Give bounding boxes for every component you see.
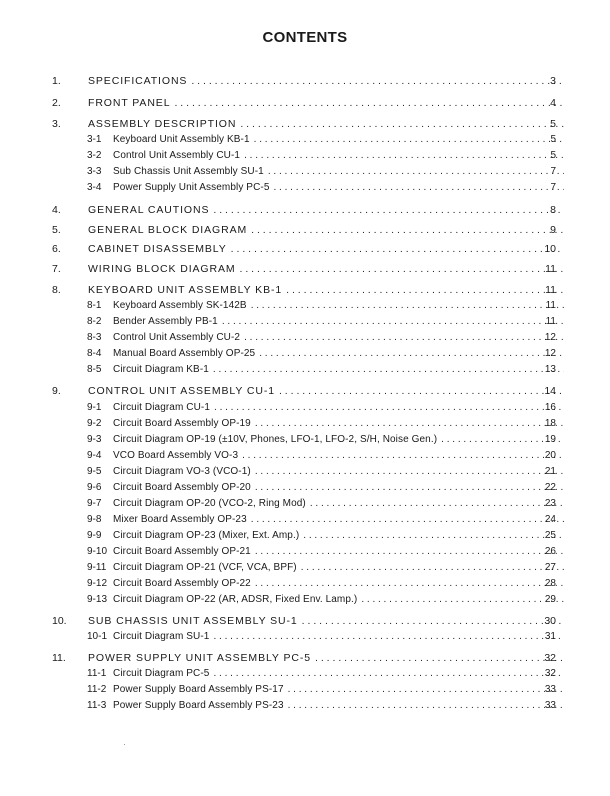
toc-title: VCO Board Assembly VO-3	[113, 450, 239, 461]
toc-leader-dots	[286, 283, 564, 297]
toc-subsection	[0, 593, 610, 607]
toc-title: Circuit Diagram OP-20 (VCO-2, Ring Mod)	[113, 498, 306, 509]
toc-subsection	[0, 683, 610, 697]
toc-title-wrap	[113, 133, 568, 147]
toc-section	[0, 74, 610, 88]
toc-number: 9-12	[87, 578, 108, 589]
toc-page-number: 8	[550, 204, 556, 216]
toc-number: 9-13	[87, 594, 108, 605]
toc-title-wrap	[88, 242, 568, 256]
toc-subsection	[0, 497, 610, 511]
toc-title-wrap	[113, 149, 568, 163]
toc-number: 9-10	[87, 546, 108, 557]
toc-title: SPECIFICATIONS	[88, 75, 188, 87]
toc-page-number: 7	[550, 182, 556, 193]
toc-leader-dots	[213, 667, 564, 681]
toc-leader-dots	[213, 630, 564, 644]
toc-title-wrap	[88, 96, 568, 110]
toc-title-wrap	[88, 223, 568, 237]
toc-number: 3-2	[87, 150, 102, 161]
toc-page-number: 31	[544, 631, 556, 642]
toc-title: Sub Chassis Unit Assembly SU-1	[113, 166, 264, 177]
toc-subsection	[0, 561, 610, 575]
toc-title-wrap	[113, 465, 568, 479]
toc-page-number: 10	[544, 243, 556, 255]
toc-subsection	[0, 149, 610, 163]
toc-number: 3-4	[87, 182, 102, 193]
toc-title-wrap	[88, 203, 568, 217]
toc-subsection	[0, 347, 610, 361]
toc-page-number: 12	[544, 348, 556, 359]
toc-subsection	[0, 667, 610, 681]
toc-title-wrap	[113, 545, 568, 559]
toc-page-number: 5	[550, 150, 556, 161]
toc-page-number: 11	[545, 263, 556, 275]
toc-leader-dots	[240, 117, 564, 131]
toc-page-number: 33	[544, 700, 556, 711]
toc-title: Circuit Diagram OP-19 (±10V, Phones, LFO-1, LFO-2, S/H, Noise Gen.)	[113, 434, 438, 445]
toc-leader-dots	[310, 497, 564, 511]
toc-title: Circuit Board Assembly OP-20	[113, 482, 251, 493]
toc-page-number: 12	[544, 332, 556, 343]
toc-title-wrap	[113, 315, 568, 329]
toc-title: Circuit Diagram OP-21 (VCF, VCA, BPF)	[113, 562, 297, 573]
toc-number: 9-5	[87, 466, 102, 477]
toc-title: POWER SUPPLY UNIT ASSEMBLY PC-5	[88, 652, 311, 664]
toc-title-wrap	[113, 561, 568, 575]
toc-leader-dots	[361, 593, 564, 607]
toc-page-number: 11	[545, 316, 556, 327]
toc-leader-dots	[244, 331, 564, 345]
toc-title: ASSEMBLY DESCRIPTION	[88, 118, 237, 130]
toc-title-wrap	[113, 683, 568, 697]
toc-leader-dots	[213, 203, 564, 217]
toc-leader-dots	[302, 614, 564, 628]
toc-number: 9-8	[87, 514, 102, 525]
toc-title-wrap	[113, 481, 568, 495]
toc-page-number: 30	[544, 615, 556, 627]
toc-subsection	[0, 417, 610, 431]
toc-number: 11-1	[87, 668, 107, 679]
toc-title: Circuit Board Assembly OP-22	[113, 578, 251, 589]
toc-leader-dots	[259, 347, 564, 361]
toc-title-wrap	[113, 593, 568, 607]
toc-title-wrap	[113, 299, 568, 313]
toc-title: Manual Board Assembly OP-25	[113, 348, 256, 359]
toc-number: 5.	[52, 224, 61, 236]
toc-section	[0, 117, 610, 131]
toc-title-wrap	[113, 331, 568, 345]
toc-subsection	[0, 630, 610, 644]
toc-subsection	[0, 449, 610, 463]
toc-page-number: 20	[544, 450, 556, 461]
toc-subsection	[0, 315, 610, 329]
toc-leader-dots	[222, 315, 564, 329]
toc-page-number: 23	[544, 498, 556, 509]
toc-number: 2.	[52, 97, 61, 109]
toc-leader-dots	[301, 561, 564, 575]
toc-subsection	[0, 363, 610, 377]
toc-title: Circuit Diagram CU-1	[113, 402, 211, 413]
toc-subsection	[0, 465, 610, 479]
toc-title: Circuit Diagram PC-5	[113, 668, 210, 679]
toc-number: 9-2	[87, 418, 102, 429]
toc-page-number: 4	[550, 97, 556, 109]
toc-number: 9-11	[87, 562, 107, 573]
toc-title-wrap	[113, 667, 568, 681]
toc-subsection	[0, 181, 610, 195]
toc-number: 3.	[52, 118, 61, 130]
toc-title-wrap	[113, 363, 568, 377]
toc-number: 9-1	[87, 402, 102, 413]
toc-title: Power Supply Board Assembly PS-23	[113, 700, 284, 711]
toc-page-number: 33	[544, 684, 556, 695]
toc-leader-dots	[255, 577, 564, 591]
toc-leader-dots	[288, 683, 564, 697]
toc-title: WIRING BLOCK DIAGRAM	[88, 263, 236, 275]
toc-number: 10.	[52, 615, 67, 627]
toc-title-wrap	[113, 497, 568, 511]
toc-number: 3-3	[87, 166, 102, 177]
toc-title: Circuit Board Assembly OP-21	[113, 546, 251, 557]
toc-number: 8.	[52, 284, 61, 296]
toc-number: 11-2	[87, 684, 107, 695]
toc-leader-dots	[251, 513, 564, 527]
toc-title-wrap	[88, 74, 568, 88]
toc-page-number: 25	[544, 530, 556, 541]
toc-number: 9-3	[87, 434, 102, 445]
toc-subsection	[0, 331, 610, 345]
toc-subsection	[0, 577, 610, 591]
toc-section	[0, 242, 610, 256]
toc-title: Circuit Diagram SU-1	[113, 631, 210, 642]
toc-number: 6.	[52, 243, 61, 255]
toc-leader-dots	[251, 299, 564, 313]
toc-page-number: 16	[544, 402, 556, 413]
toc-title: GENERAL CAUTIONS	[88, 204, 210, 216]
toc-leader-dots	[268, 165, 564, 179]
toc-title: CABINET DISASSEMBLY	[88, 243, 227, 255]
toc-page-number: 22	[544, 482, 556, 493]
toc-number: 9-6	[87, 482, 102, 493]
toc-title-wrap	[88, 614, 568, 628]
toc-title-wrap	[113, 401, 568, 415]
page-title: CONTENTS	[262, 29, 348, 46]
toc-number: 9-4	[87, 450, 102, 461]
toc-title: CONTROL UNIT ASSEMBLY CU-1	[88, 385, 275, 397]
toc-subsection	[0, 545, 610, 559]
toc-title: Circuit Diagram KB-1	[113, 364, 209, 375]
toc-page-number: 21	[544, 466, 556, 477]
toc-number: 3-1	[87, 134, 102, 145]
scan-speck	[124, 744, 125, 745]
toc-title: KEYBOARD UNIT ASSEMBLY KB-1	[88, 284, 283, 296]
toc-leader-dots	[231, 242, 564, 256]
toc-leader-dots	[279, 384, 564, 398]
toc-leader-dots	[174, 96, 564, 110]
toc-leader-dots	[255, 481, 564, 495]
toc-page-number: 3	[550, 75, 556, 87]
toc-number: 8-5	[87, 364, 102, 375]
toc-title-wrap	[113, 529, 568, 543]
toc-title-wrap	[113, 433, 568, 447]
toc-leader-dots	[214, 401, 564, 415]
toc-section	[0, 203, 610, 217]
toc-number: 7.	[52, 263, 61, 275]
toc-title-wrap	[113, 577, 568, 591]
toc-leader-dots	[255, 465, 564, 479]
toc-title-wrap	[113, 181, 568, 195]
toc-leader-dots	[254, 133, 564, 147]
toc-page-number: 5	[550, 134, 556, 145]
toc-title: GENERAL BLOCK DIAGRAM	[88, 224, 248, 236]
toc-page-number: 32	[544, 668, 556, 679]
toc-leader-dots	[240, 262, 564, 276]
toc-title: Power Supply Board Assembly PS-17	[113, 684, 284, 695]
toc-page-number: 32	[544, 652, 556, 664]
toc-title-wrap	[88, 262, 568, 276]
toc-title: Circuit Diagram OP-23 (Mixer, Ext. Amp.)	[113, 530, 300, 541]
toc-page-number: 18	[544, 418, 556, 429]
toc-subsection	[0, 529, 610, 543]
toc-number: 8-4	[87, 348, 102, 359]
toc-title: Keyboard Assembly SK-142B	[113, 300, 247, 311]
toc-subsection	[0, 299, 610, 313]
toc-title: SUB CHASSIS UNIT ASSEMBLY SU-1	[88, 615, 298, 627]
toc-section	[0, 223, 610, 237]
toc-leader-dots	[244, 149, 564, 163]
toc-number: 11.	[52, 652, 66, 664]
toc-title-wrap	[113, 165, 568, 179]
toc-page-number: 7	[550, 166, 556, 177]
toc-title: Circuit Diagram OP-22 (AR, ADSR, Fixed Env. Lamp.)	[113, 594, 358, 605]
toc-title-wrap	[113, 347, 568, 361]
toc-number: 9.	[52, 385, 61, 397]
toc-page-number: 28	[544, 578, 556, 589]
toc-leader-dots	[315, 651, 564, 665]
toc-page-number: 14	[544, 385, 556, 397]
toc-number: 8-3	[87, 332, 102, 343]
toc-section	[0, 262, 610, 276]
toc-subsection	[0, 433, 610, 447]
toc-page-number: 13	[544, 364, 556, 375]
toc-title-wrap	[113, 417, 568, 431]
toc-number: 8-1	[87, 300, 102, 311]
toc-section	[0, 614, 610, 628]
toc-page-number: 9	[550, 224, 556, 236]
toc-title-wrap	[88, 384, 568, 398]
toc-subsection	[0, 401, 610, 415]
toc-title-wrap	[88, 117, 568, 131]
toc-subsection	[0, 513, 610, 527]
toc-number: 9-7	[87, 498, 102, 509]
toc-subsection	[0, 133, 610, 147]
toc-title: FRONT PANEL	[88, 97, 171, 109]
toc-section	[0, 283, 610, 297]
toc-leader-dots	[303, 529, 564, 543]
toc-title: Power Supply Unit Assembly PC-5	[113, 182, 270, 193]
toc-title: Circuit Board Assembly OP-19	[113, 418, 251, 429]
toc-title-wrap	[113, 449, 568, 463]
toc-leader-dots	[191, 74, 564, 88]
toc-leader-dots	[255, 545, 564, 559]
toc-page-number: 27	[544, 562, 556, 573]
toc-title-wrap	[113, 699, 568, 713]
toc-title: Mixer Board Assembly OP-23	[113, 514, 247, 525]
toc-page-number: 29	[544, 594, 556, 605]
toc-page-number: 5	[550, 118, 556, 130]
toc-title: Bender Assembly PB-1	[113, 316, 218, 327]
toc-title: Control Unit Assembly CU-1	[113, 150, 241, 161]
toc-number: 10-1	[87, 631, 108, 642]
toc-title-wrap	[88, 283, 568, 297]
toc-leader-dots	[255, 417, 564, 431]
toc-title-wrap	[113, 630, 568, 644]
toc-number: 4.	[52, 204, 61, 216]
toc-page-number: 11	[545, 300, 556, 311]
toc-page-number: 24	[544, 514, 556, 525]
toc-subsection	[0, 699, 610, 713]
toc-number: 1.	[52, 75, 61, 87]
toc-section	[0, 384, 610, 398]
toc-section	[0, 651, 610, 665]
toc-number: 9-9	[87, 530, 102, 541]
toc-leader-dots	[288, 699, 564, 713]
toc-subsection	[0, 481, 610, 495]
toc-subsection	[0, 165, 610, 179]
toc-page-number: 19	[544, 434, 556, 445]
toc-title: Circuit Diagram VO-3 (VCO-1)	[113, 466, 251, 477]
toc-title-wrap	[113, 513, 568, 527]
toc-leader-dots	[251, 223, 564, 237]
toc-leader-dots	[213, 363, 564, 377]
toc-leader-dots	[242, 449, 564, 463]
toc-page-number: 26	[544, 546, 556, 557]
toc-leader-dots	[274, 181, 565, 195]
toc-title: Keyboard Unit Assembly KB-1	[113, 134, 250, 145]
toc-title: Control Unit Assembly CU-2	[113, 332, 241, 343]
toc-number: 8-2	[87, 316, 102, 327]
toc-page-number: 11	[545, 284, 556, 296]
toc-title-wrap	[88, 651, 568, 665]
toc-section	[0, 96, 610, 110]
toc-number: 11-3	[87, 700, 107, 711]
